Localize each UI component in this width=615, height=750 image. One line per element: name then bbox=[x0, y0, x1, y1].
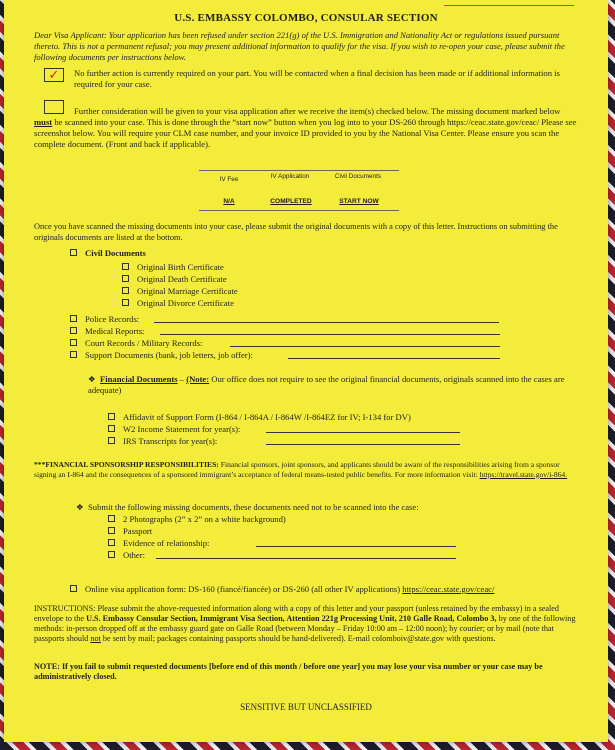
option-further-consideration-text: Further consideration will be given to your visa application after we receive the item(s) checked below. The missing document marked below must be scanned into your case. This is done through the “start now” button when you log into to your DS-260 through https://ceac.state.gov/ceac/ Please see screenshot below. You will require your CLM case number, and your invoice ID provided to you by the National Visa Center. Please ensure you scan the complete document. (Front and back if applicable). bbox=[34, 106, 577, 149]
status-iv-application: COMPLETED bbox=[270, 198, 312, 205]
checkbox[interactable] bbox=[70, 315, 77, 322]
other-field[interactable] bbox=[156, 558, 456, 559]
relationship-item: Evidence of relationship: bbox=[108, 538, 209, 548]
checkbox[interactable] bbox=[108, 413, 115, 420]
police-records-item: Police Records: bbox=[70, 314, 139, 324]
classification-footer: SENSITIVE BUT UNCLASSIFIED bbox=[240, 702, 372, 712]
missing-docs-heading: ❖ Submit the following missing documents, these documents need not to be scanned into the case: bbox=[76, 502, 419, 512]
page-title: U.S. EMBASSY COLOMBO, CONSULAR SECTION bbox=[174, 12, 438, 24]
table-header: IV Fee bbox=[219, 176, 239, 183]
scan-instructions: Once you have scanned the missing documents into your case, please submit the original documents with a copy of this letter. Instructions on submitting the originals documents are listed at the bottom. bbox=[34, 222, 558, 242]
relationship-field[interactable] bbox=[256, 546, 456, 547]
checkbox[interactable] bbox=[70, 327, 77, 334]
checkbox[interactable] bbox=[108, 527, 115, 534]
status-iv-fee: N/A bbox=[223, 198, 235, 205]
w2-item: W2 Income Statement for year(s): bbox=[108, 424, 240, 434]
checkbox[interactable] bbox=[122, 263, 129, 270]
civil-documents-heading: Civil Documents bbox=[70, 248, 146, 258]
sponsorship-paragraph: ***FINANCIAL SPONSORSHIP RESPONSIBILITIES: Financial sponsors, joint sponsors, and applicants should be aware of the responsibilities arising from a sponsor signing an I-864 and the consequences of a sponsored immigrant’s acceptance of federal means-tested public benefits. For more information visit: https://travel.state.gov/i-864. bbox=[34, 460, 568, 479]
checkbox[interactable] bbox=[108, 437, 115, 444]
list-item: Original Birth Certificate bbox=[122, 262, 224, 272]
affidavit-item: Affidavit of Support Form (I-864 / I-864A / I-864W /I-864EZ for IV; I-134 for DV) bbox=[108, 412, 411, 422]
list-item: Original Divorce Certificate bbox=[122, 298, 234, 308]
civil-documents-checkbox[interactable] bbox=[70, 249, 77, 256]
ceac-link[interactable]: https://ceac.state.gov/ceac/ bbox=[402, 584, 495, 594]
checkbox[interactable] bbox=[70, 351, 77, 358]
intro-paragraph: Dear Visa Applicant: Your application has been refused under section 221(g) of the U.S. Immigration and Nationality Act or regulations issued pursuant thereto. This is not a permanent refusal; you may present additional information to qualify for the visa. If you wish to re-open your case, please submit the following documents per instructions below. bbox=[34, 30, 565, 62]
irs-item: IRS Transcripts for year(s): bbox=[108, 436, 217, 446]
photographs-item: 2 Photographs (2” x 2” on a white background) bbox=[108, 514, 286, 524]
checkbox[interactable] bbox=[108, 551, 115, 558]
medical-reports-field[interactable] bbox=[160, 334, 500, 335]
checkbox[interactable] bbox=[122, 299, 129, 306]
list-item: Original Marriage Certificate bbox=[122, 286, 238, 296]
checkbox[interactable] bbox=[122, 287, 129, 294]
table-header: IV Application bbox=[270, 173, 310, 180]
i864-link[interactable]: https://travel.state.gov/i-864. bbox=[479, 469, 568, 479]
online-form-item: Online visa application form: DS-160 (fiancé/fiancée) or DS-260 (all other IV applications) https://ceac.state.gov/ceac/ bbox=[70, 584, 494, 594]
medical-reports-item: Medical Reports: bbox=[70, 326, 144, 336]
court-records-field[interactable] bbox=[230, 346, 500, 347]
letter-page bbox=[4, 0, 608, 742]
support-documents-item: Support Documents (bank, job letters, job offer): bbox=[70, 350, 253, 360]
police-records-field[interactable] bbox=[154, 322, 499, 323]
red-ink-mark bbox=[444, 0, 574, 6]
other-item: Other: bbox=[108, 550, 145, 560]
checkbox[interactable] bbox=[70, 585, 77, 592]
list-item: Original Death Certificate bbox=[122, 274, 227, 284]
w2-year-field[interactable] bbox=[266, 432, 460, 433]
financial-documents-section: ❖ Financial Documents – (Note: Our office does not require to see the original financial documents, originals scanned into the cases are adequate) bbox=[88, 374, 565, 395]
court-records-item: Court Records / Military Records: bbox=[70, 338, 202, 348]
status-civil-documents-link[interactable]: START NOW bbox=[339, 198, 379, 205]
table-header: Civil Documents bbox=[334, 173, 382, 180]
passport-item: Passport bbox=[108, 526, 152, 536]
checkbox[interactable] bbox=[108, 425, 115, 432]
option-no-action-checkbox[interactable]: ✓ bbox=[44, 68, 64, 82]
support-documents-field[interactable] bbox=[288, 358, 500, 359]
irs-year-field[interactable] bbox=[266, 444, 460, 445]
checkbox[interactable] bbox=[122, 275, 129, 282]
checkbox[interactable] bbox=[108, 515, 115, 522]
checkbox[interactable] bbox=[108, 539, 115, 546]
warning-note: NOTE: If you fail to submit requested documents [before end of this month / before one year] you may lose your visa number or your case may be administratively closed. bbox=[34, 662, 543, 681]
instructions-paragraph: INSTRUCTIONS: Please submit the above-requested information along with a copy of this letter and your passport (unless retained by the embassy) in a sealed envelope to the U.S. Embassy Consular Section, Immigrant Visa Section, Attention 221g Processing Unit, 210 Galle Road, Colombo 3, by one of the following methods: in-person dropped off at the embassy guard gate on Galle Road (between Monday – Friday 10:00 am – 12:00 noon); by courier; or by mail (note that passports should not be sent by mail; packages containing passports should be hand-delivered). E-mail colomboiv@state.gov with questions. bbox=[34, 604, 576, 643]
option-no-action-text: No further action is currently required on your part. You will be contacted when a final decision has been made or if additional information is required for your case. bbox=[74, 68, 560, 89]
checkbox[interactable] bbox=[70, 339, 77, 346]
